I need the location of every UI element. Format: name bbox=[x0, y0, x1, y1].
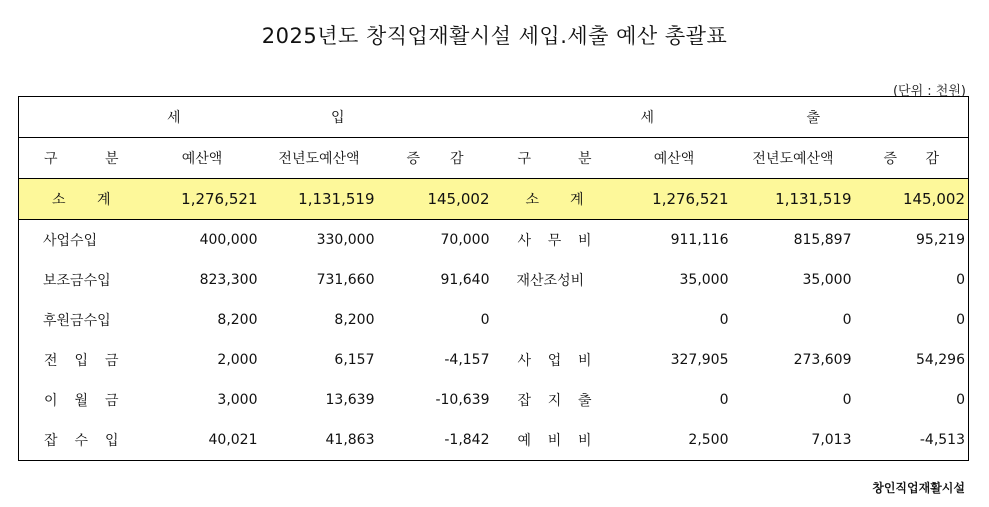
income-row-prev: 41,863 bbox=[261, 420, 378, 461]
income-row-diff: -10,639 bbox=[435, 392, 490, 408]
column-header-row bbox=[19, 138, 969, 179]
income-row-budget: 3,000 bbox=[217, 392, 258, 408]
income-row-label-char: 전 bbox=[44, 353, 58, 369]
expense-row-label-char: 사 bbox=[517, 353, 532, 369]
income-total-budget: 1,276,521 bbox=[144, 179, 261, 220]
expense-row-prev: 273,609 bbox=[793, 352, 852, 368]
expense-row-label bbox=[493, 220, 617, 261]
unit-label: (단위 : 천원) bbox=[892, 84, 966, 99]
expense-row-label-char: 출 bbox=[577, 393, 592, 409]
expense-row-diff: 54,296 bbox=[855, 340, 969, 380]
expense-prev-header: 전년도예산액 bbox=[732, 138, 855, 179]
income-row-label: 후원금수입 bbox=[19, 300, 144, 340]
income-row-label-char: 수 bbox=[74, 433, 89, 449]
income-row-prev: 731,660 bbox=[316, 272, 375, 288]
expense-total-budget: 1,276,521 bbox=[617, 179, 732, 220]
expense-row-prev: 0 bbox=[842, 312, 852, 328]
expense-section-header bbox=[493, 97, 969, 138]
income-row-label-char: 월 bbox=[74, 393, 89, 409]
expense-row-label bbox=[493, 380, 617, 420]
expense-row-budget: 327,905 bbox=[670, 352, 729, 368]
income-row-budget: 2,000 bbox=[217, 352, 258, 368]
detail-rows bbox=[19, 220, 969, 461]
expense-row-label-char: 비 bbox=[577, 433, 592, 449]
expense-row-prev: 35,000 bbox=[802, 272, 852, 288]
expense-row-label-char: 비 bbox=[547, 433, 562, 449]
income-row-label-char: 입 bbox=[104, 433, 119, 449]
table-row bbox=[19, 340, 969, 380]
income-row-label bbox=[19, 420, 144, 461]
expense-row-budget: 0 bbox=[719, 312, 729, 328]
income-row-prev: 6,157 bbox=[334, 352, 375, 368]
expense-row-label-char: 비 bbox=[577, 353, 592, 369]
expense-row-diff: 95,219 bbox=[855, 220, 969, 261]
expense-section-char-1: 세 bbox=[640, 110, 655, 126]
expense-total-label: 소 계 bbox=[493, 179, 617, 220]
income-section-char-2: 입 bbox=[330, 110, 345, 126]
expense-row-label-char: 사 bbox=[517, 233, 532, 249]
expense-row-diff: 0 bbox=[855, 260, 969, 300]
income-row-diff: 91,640 bbox=[440, 272, 490, 288]
expense-total-diff: 145,002 bbox=[855, 179, 969, 220]
section-header-row bbox=[19, 97, 969, 138]
expense-row-budget: 35,000 bbox=[679, 272, 729, 288]
income-budget-header: 예산액 bbox=[144, 138, 261, 179]
expense-row-prev: 0 bbox=[842, 392, 852, 408]
expense-row-diff: 0 bbox=[855, 300, 969, 340]
income-total-prev: 1,131,519 bbox=[261, 179, 378, 220]
expense-row-label-char: 비 bbox=[577, 233, 592, 249]
income-row-diff: -1,842 bbox=[378, 420, 493, 461]
expense-row-diff: -4,513 bbox=[855, 420, 969, 461]
income-row-label-char: 잡 bbox=[44, 433, 58, 449]
expense-row-budget: 911,116 bbox=[617, 220, 732, 261]
total-row bbox=[19, 179, 969, 220]
income-row-label bbox=[19, 380, 144, 420]
income-row-budget: 400,000 bbox=[144, 220, 261, 261]
expense-budget-header: 예산액 bbox=[617, 138, 732, 179]
expense-row-label-char: 예 bbox=[517, 433, 532, 449]
expense-row-label-char: 업 bbox=[547, 353, 562, 369]
income-row-label: 사업수입 bbox=[19, 220, 144, 261]
expense-row-budget: 2,500 bbox=[617, 420, 732, 461]
expense-row-label bbox=[493, 340, 617, 380]
expense-total-prev: 1,131,519 bbox=[732, 179, 855, 220]
income-total-diff: 145,002 bbox=[378, 179, 493, 220]
expense-diff-header: 증 감 bbox=[855, 138, 969, 179]
organization-name: 창인직업재활시설 bbox=[872, 481, 965, 495]
expense-row-label-char: 무 bbox=[547, 233, 562, 249]
income-section-char-1: 세 bbox=[167, 110, 181, 126]
income-category-header: 구 분 bbox=[19, 138, 144, 179]
expense-row-diff: 0 bbox=[855, 380, 969, 420]
income-row-budget: 8,200 bbox=[217, 312, 258, 328]
income-row-label: 보조금수입 bbox=[19, 260, 144, 300]
budget-summary-table bbox=[18, 96, 969, 461]
income-row-budget: 823,300 bbox=[199, 272, 258, 288]
expense-section-char-2: 출 bbox=[806, 110, 820, 126]
income-row-prev: 13,639 bbox=[325, 392, 375, 408]
income-row-label-char: 금 bbox=[104, 353, 119, 369]
income-section-header bbox=[19, 97, 493, 138]
expense-category-header: 구 분 bbox=[493, 138, 617, 179]
expense-row-label: 재산조성비 bbox=[516, 273, 585, 289]
income-prev-header: 전년도예산액 bbox=[261, 138, 378, 179]
expense-row-budget: 0 bbox=[719, 392, 729, 408]
income-row-diff: 0 bbox=[480, 312, 490, 328]
income-row-label-char: 이 bbox=[44, 393, 58, 409]
expense-row-label bbox=[493, 420, 617, 461]
expense-row-label-char: 잡 bbox=[517, 393, 532, 409]
income-row-label-char: 금 bbox=[104, 393, 119, 409]
table-row bbox=[19, 420, 969, 461]
table-row bbox=[19, 300, 969, 340]
expense-row-label-char: 지 bbox=[547, 393, 562, 409]
income-row-diff: 70,000 bbox=[378, 220, 493, 261]
expense-row-prev: 7,013 bbox=[732, 420, 855, 461]
table-row bbox=[19, 220, 969, 261]
table-row bbox=[19, 380, 969, 420]
income-row-diff: -4,157 bbox=[444, 352, 490, 368]
page-title: 2025년도 창직업재활시설 세입.세출 예산 총괄표 bbox=[261, 24, 728, 48]
income-row-prev: 8,200 bbox=[334, 312, 375, 328]
expense-row-label bbox=[493, 300, 617, 340]
expense-row-prev: 815,897 bbox=[732, 220, 855, 261]
income-row-label-char: 입 bbox=[74, 353, 89, 369]
income-row-budget: 40,021 bbox=[144, 420, 261, 461]
income-row-label bbox=[19, 340, 144, 380]
table-row bbox=[19, 260, 969, 300]
income-total-label: 소 계 bbox=[19, 179, 144, 220]
income-diff-header: 증 감 bbox=[378, 138, 493, 179]
income-row-prev: 330,000 bbox=[261, 220, 378, 261]
